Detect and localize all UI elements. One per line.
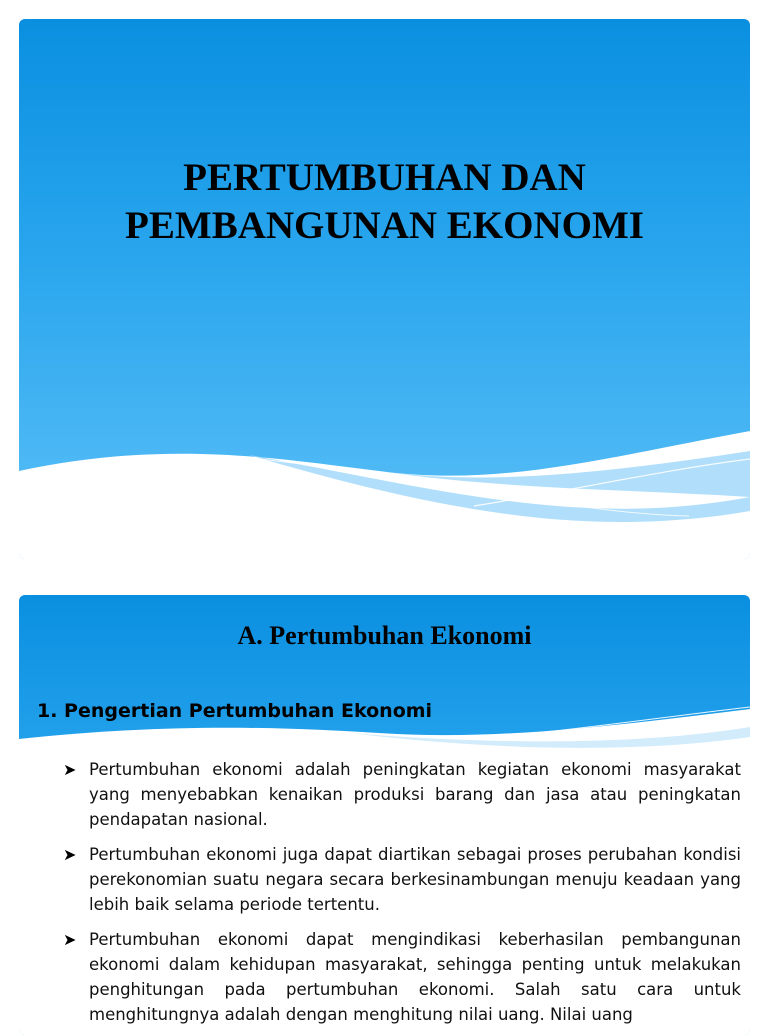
title-slide (19, 19, 750, 559)
section-heading: A. Pertumbuhan Ekonomi (237, 621, 532, 650)
wave-decoration (19, 19, 750, 559)
list-item (63, 757, 741, 832)
arrowhead-bullet-icon: ➤ (63, 845, 77, 864)
content-slide (19, 595, 750, 1035)
bullet-list (63, 757, 741, 1035)
arrowhead-bullet-icon: ➤ (63, 930, 77, 949)
list-item (63, 927, 741, 1027)
bullet-text: Pertumbuhan ekonomi adalah peningkatan kegiatan ekonomi masyarakat yang menyebabkan kenaikan produksi barang dan jasa atau peningkatan pendapatan nasional. (89, 760, 741, 829)
list-item (63, 842, 741, 917)
title-line-1: PERTUMBUHAN DAN (183, 156, 586, 199)
slide-title (19, 154, 750, 250)
bullet-text: Pertumbuhan ekonomi dapat mengindikasi keberhasilan pembangunan ekonomi dalam kehidupan masyarakat, sehingga penting untuk melakukan penghitungan pada pertumbuhan ekonomi. Salah satu cara untuk menghitungnya adalah dengan menghitung nilai uang. Nilai uang (89, 930, 741, 1024)
title-line-2: PEMBANGUNAN EKONOMI (125, 204, 644, 247)
section-subheading: 1. Pengertian Pertumbuhan Ekonomi (37, 700, 433, 722)
arrowhead-bullet-icon: ➤ (63, 760, 77, 779)
bullet-text: Pertumbuhan ekonomi juga dapat diartikan sebagai proses perubahan kondisi perekonomian suatu negara secara berkesinambungan menuju keadaan yang lebih baik selama periode tertentu. (89, 845, 741, 914)
